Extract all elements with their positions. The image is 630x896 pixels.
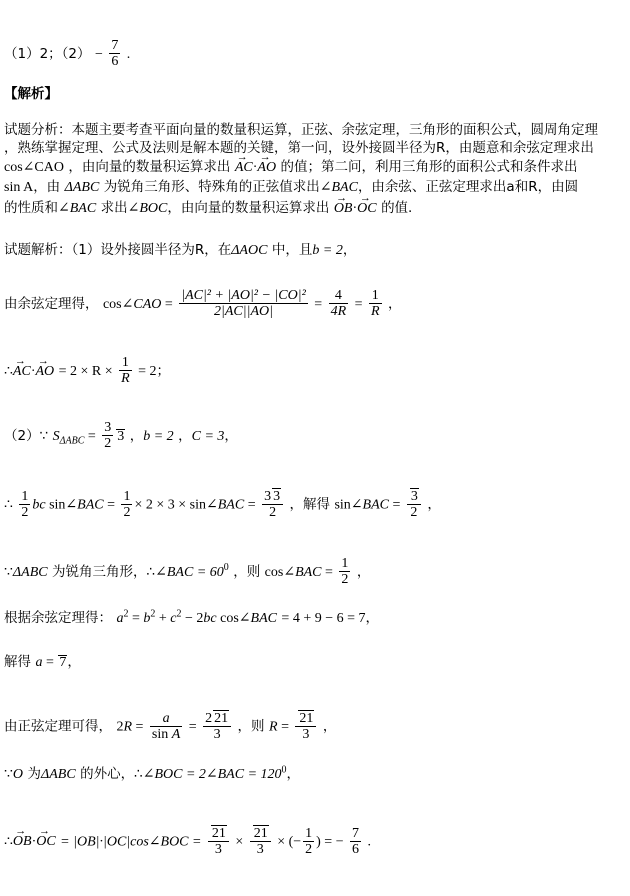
- solution-line-10: ∵O 为ΔABC 的外心，∴∠BOC = 2∠BAC = $120^0$，: [4, 764, 301, 782]
- solution-line-5: ∴ $\frac{1}{2}$ bc sin∠BAC = $\frac{1}{2}$ × 2 × 3 × sin∠BAC = $\frac{3 3}{2}$ ，解得 sin∠BAC = $\frac{3}{2}$ ，: [4, 488, 441, 521]
- solution-line-11: ∴→ OB·→ OC = |OB|·|OC|cos∠BOC = $\frac{21}{3}$ × $\frac{21}{3}$ × (− $\frac{1}{2}$ ) = − $\frac{7}{6}$ .: [4, 825, 371, 858]
- solution-line-4: （2）∵ $S_{\Delta ABC}$ = $\frac{3}{2}$ 3 ，b = 2 ，C = 3，: [4, 420, 238, 452]
- solution-line-7: 根据余弦定理得： $a^2 = b^2 + c^2 - 2bc$ cos∠BAC = 4 + 9 − 6 = 7，: [4, 608, 380, 626]
- analysis-line-4: sin A，由 ΔABC 为锐角三角形、特殊角的正弦值求出∠BAC，由余弦、正弦定理求出a和R，由圆: [4, 179, 579, 195]
- cosine-fraction: $\frac{\text{|AC|² + |AO|² − |CO|²}}{2|AC||AO|}$: [181, 288, 306, 320]
- solution-line-2: 由余弦定理得， cos∠CAO = $\frac{\text{|AC|² + |AO|² − |CO|²}}{2|AC||AO|}$ = $\frac{4}{4R}$ = $\frac{1}{R}$ ，: [4, 288, 402, 320]
- answer-fraction: $\frac{7}{6}$: [111, 38, 119, 70]
- answer-line: （1）2；（2） − $\frac{7}{6}$ .: [4, 38, 131, 70]
- vector-ao: → AO: [257, 161, 276, 175]
- solution-line-6: ∵ΔABC 为锐角三角形，∴∠BAC = $60^0$ ，则 cos∠BAC = $\frac{1}{2}$ ，: [4, 556, 371, 588]
- vector-ob: → OB: [334, 202, 353, 216]
- vector-oc: → OC: [357, 202, 376, 216]
- section-heading: 【解析】: [4, 86, 58, 102]
- analysis-line-1: 试题分析：本题主要考查平面向量的数量积运算，正弦、余弦定理，三角形的面积公式，圆周角定理: [4, 122, 598, 138]
- solution-line-9: 由正弦定理可得， 2R = $\frac{a}{\text{sin A}}$ = $\frac{2 21}{3}$ ，则 R = $\frac{21}{3}$ ，: [4, 710, 337, 743]
- answer-parts: （1）2；（2）: [4, 45, 91, 62]
- analysis-line-3: cos∠CAO ，由向量的数量积运算求出 → AC·→ AO 的值；第二问，利用三角形的面积公式和条件求出: [4, 160, 578, 175]
- analysis-line-2: ，熟练掌握定理、公式及法则是解本题的关键，第一问，设外接圆半径为R，由题意和余弦定理求出: [4, 140, 594, 156]
- solution-line-3: ∴→ AC·→ AO = 2 × R × $\frac{1}{R}$ = 2；: [4, 355, 170, 387]
- solution-line-8: 解得 a = 7，: [4, 654, 81, 670]
- vector-ac: → AC: [235, 161, 253, 175]
- solution-line-1: 试题解析：（1）设外接圆半径为R，在ΔAOC 中，且b = 2，: [4, 242, 357, 258]
- analysis-line-5: 的性质和∠BAC 求出∠BOC，由向量的数量积运算求出 → OB·→ OC 的值.: [4, 201, 412, 216]
